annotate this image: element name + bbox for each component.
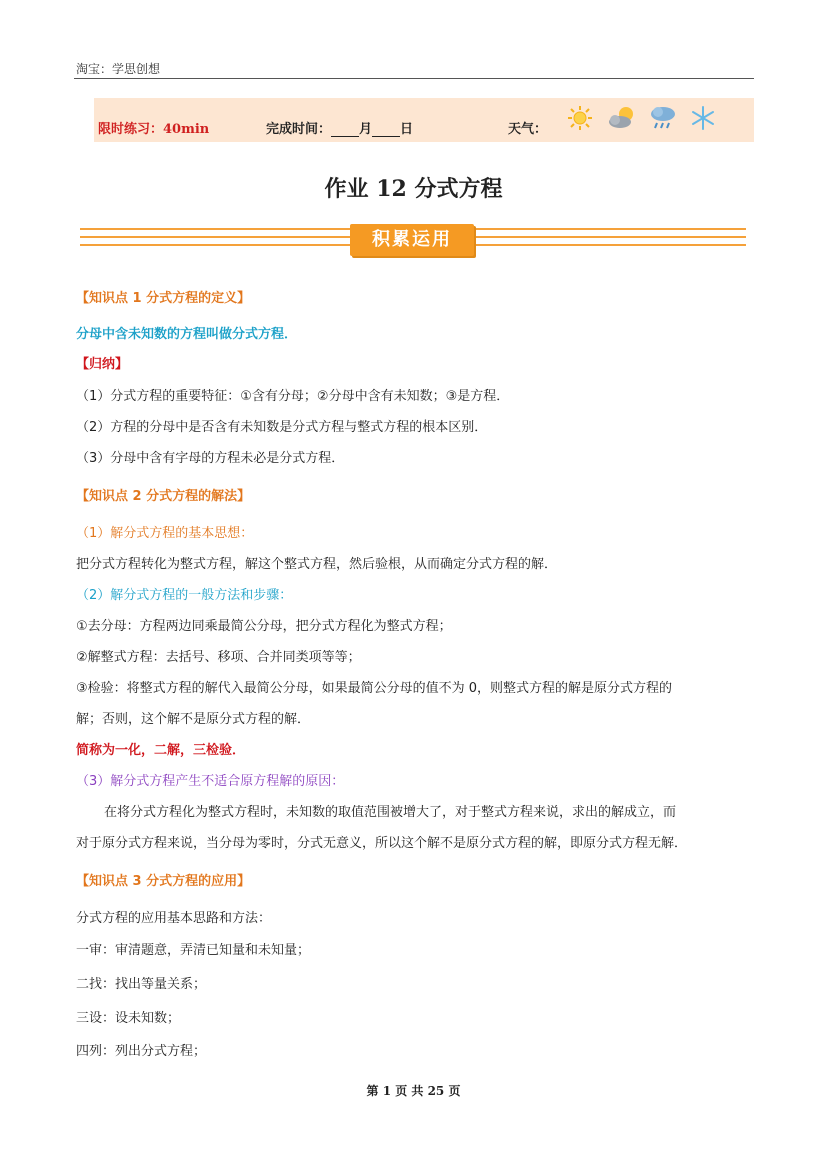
kp3-step-4: 四列：列出分式方程；: [76, 1044, 207, 1059]
kp2-step-1: ①去分母：方程两边同乘最简公分母，把分式方程化为整式方程；: [76, 619, 452, 634]
kp2-sub3-line-1: 在将分式方程化为整式方程时，未知数的取值范围被增大了，对于整式方程来说，求出的解成立，而: [104, 805, 677, 820]
kp2-heading: 【知识点 2 分式方程的解法】: [76, 489, 251, 504]
page-footer: 第 1 页 共 25 页: [366, 1084, 461, 1098]
day-blank[interactable]: [372, 123, 400, 137]
kp1-item-3: （3）分母中含有字母的方程未必是分式方程．: [76, 451, 345, 466]
kp3-step-2: 二找：找出等量关系；: [76, 977, 207, 992]
kp2-sub3-line-2: 对于原分式方程来说，当分母为零时，分式无意义，所以这个解不是原分式方程的解，即原分式方程无解．: [76, 836, 688, 851]
kp2-sub2: （2）解分式方程的一般方法和步骤：: [76, 588, 293, 603]
kp1-heading: 【知识点 1 分式方程的定义】: [76, 291, 251, 306]
kp3-step-3: 三设：设未知数；: [76, 1011, 181, 1026]
kp2-sub1-text: 把分式方程转化为整式方程，解这个整式方程，然后验根，从而确定分式方程的解．: [76, 557, 558, 572]
kp3-step-1: 一审：审清题意，弄清已知量和未知量；: [76, 943, 311, 958]
kp1-item-1: （1）分式方程的重要特征：①含有分母；②分母中含有未知数；③是方程．: [76, 389, 510, 404]
sun-icon[interactable]: [566, 104, 594, 132]
header-rule: [74, 78, 754, 79]
month-blank[interactable]: [331, 123, 359, 137]
day-label: 日: [400, 122, 414, 137]
weather-label: 天气：: [508, 122, 548, 137]
kp1-guina: 【归纳】: [76, 357, 129, 372]
section-badge: 积累运用: [350, 224, 474, 256]
rain-cloud-icon[interactable]: [648, 104, 678, 134]
month-label: 月: [359, 122, 373, 137]
page-title: 作业 12 分式方程: [324, 176, 503, 202]
snowflake-icon[interactable]: [690, 104, 716, 132]
partly-cloudy-icon[interactable]: [606, 104, 640, 132]
info-banner: [94, 98, 754, 142]
kp1-item-2: （2）方程的分母中是否含有未知数是分式方程与整式方程的根本区别．: [76, 420, 488, 435]
kp2-summary: 简称为一化，二解，三检验．: [76, 743, 246, 758]
kp1-definition: 分母中含未知数的方程叫做分式方程．: [76, 327, 298, 342]
kp3-intro: 分式方程的应用基本思路和方法：: [76, 911, 272, 926]
kp3-heading: 【知识点 3 分式方程的应用】: [76, 874, 251, 889]
finish-prefix: 完成时间：: [266, 122, 332, 137]
header-shop-name: 淘宝：学思创想: [76, 62, 161, 76]
kp2-sub1: （1）解分式方程的基本思想：: [76, 526, 254, 541]
kp2-step-3: ③检验：将整式方程的解代入最简公分母，如果最简公分母的值不为 0，则整式方程的解是原分式方程的: [76, 681, 673, 696]
finish-time-label: [266, 118, 413, 137]
kp2-sub3: （3）解分式方程产生不适合原方程解的原因：: [76, 774, 345, 789]
kp2-step-3-cont: 解；否则，这个解不是原分式方程的解．: [76, 712, 311, 727]
time-limit-label: 限时练习：40min: [98, 122, 210, 137]
kp2-step-2: ②解整式方程：去括号、移项、合并同类项等等；: [76, 650, 361, 665]
